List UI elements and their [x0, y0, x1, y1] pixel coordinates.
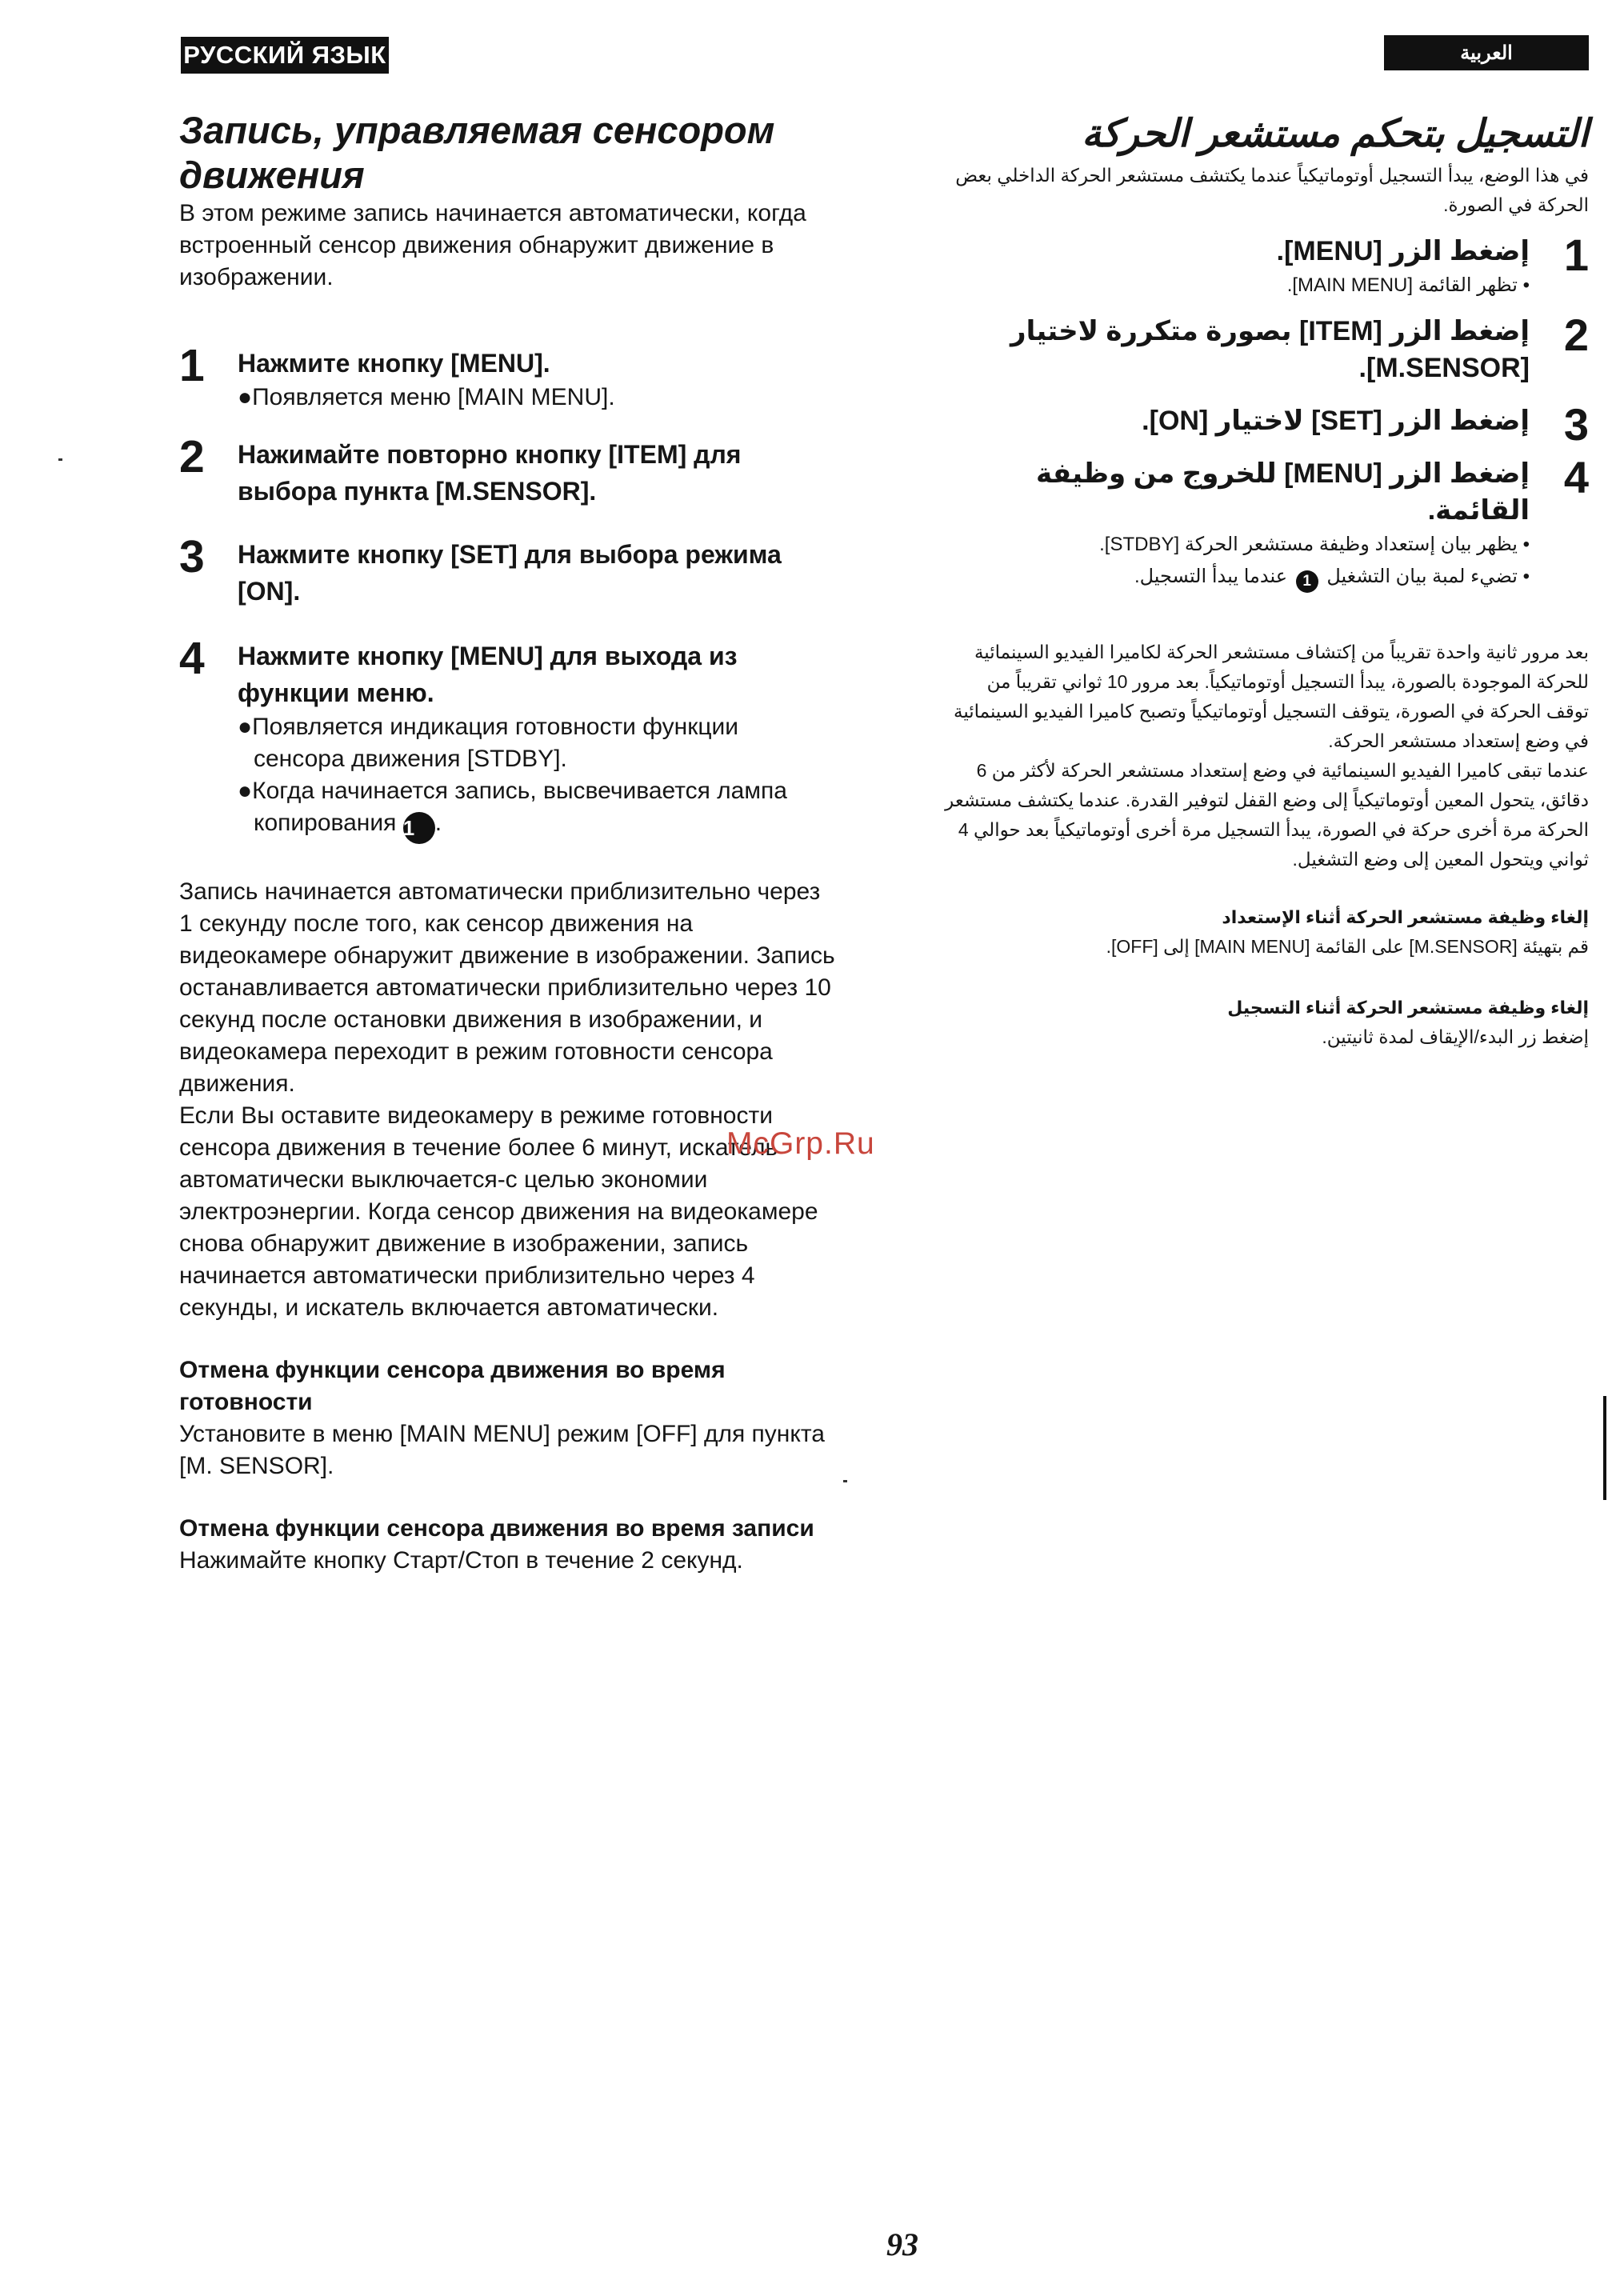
russian-cancel-record: [179, 1513, 835, 1577]
step-heading: إضغط الزر [MENU].: [1276, 236, 1530, 266]
arabic-cancel-record: [944, 994, 1589, 1052]
russian-body-2: Если Вы оставите видеокамеру в режиме готовности сенсора движения в течение более 6 минут, искатель автоматически выключается-с целью экономии электроэнергии. Когда сенсор движения на видеокамере снова обнаружит движение в изображении, запись начинается автоматически приблизительно через 4 секунды, и искатель включается автоматически.: [179, 1102, 818, 1321]
arabic-step-4: [944, 452, 1589, 593]
step-number: 3: [179, 531, 205, 582]
paragraph: قم بتهيئة [M.SENSOR] على القائمة [MAIN MENU] إلى [OFF].: [1106, 936, 1589, 957]
arabic-title: التسجيل بتحكم مستشعر الحركة: [1082, 113, 1589, 155]
step-number: 3: [1563, 399, 1589, 450]
russian-intro: В этом режиме запись начинается автоматически, когда встроенный сенсор движения обнаружит движение в изображении.: [179, 200, 806, 290]
arabic-intro: في هذا الوضع، يبدأ التسجيل أوتوماتيكياً عندما يكتشف مستشعر الحركة الداخلي بعض الحركة في الصورة.: [955, 165, 1589, 215]
step-heading: Нажмите кнопку [MENU].: [238, 349, 550, 378]
scan-dot: [58, 458, 62, 461]
lamp-text: ●Когда начинается запись, высвечивается лампа копирования: [238, 778, 787, 836]
step-heading: Нажимайте повторно кнопку [ITEM] для выбора пункта [M.SENSOR].: [238, 440, 742, 506]
lamp-text-end: .: [434, 810, 442, 836]
arabic-body-1: بعد مرور ثانية واحدة تقريباً من إكتشاف مستشعر الحركة لكاميرا الفيديو السينمائية للحركة الموجودة بالصورة، يبدأ التسجيل أوتوماتيكياً. بعد مرور 10 ثواني تقريباً من توقف الحركة في الصورة، يتوقف التسجيل أوتوماتيكياً وتصبح كاميرا الفيديو السينمائية في وضع إستعداد مستشعر الحركة.: [953, 642, 1589, 751]
russian-step-4: [179, 633, 835, 844]
step-heading: إضغط الزر [ITEM] بصورة متكررة لاختيار [M.SENSOR].: [1010, 316, 1530, 383]
subheading: Отмена функции сенсора движения во время записи: [179, 1515, 814, 1542]
russian-step-2: [179, 431, 835, 510]
step-note-lamp: [238, 775, 835, 844]
russian-cancel-standby: [179, 1354, 835, 1482]
step-heading: إضغط الزر [SET] لاختيار [ON].: [1142, 406, 1530, 436]
step-number: 1: [1563, 230, 1589, 280]
paragraph: Установите в меню [MAIN MENU] режим [OFF] для пункта [M. SENSOR].: [179, 1421, 825, 1479]
step-note: • تظهر القائمة [MAIN MENU].: [1286, 274, 1530, 296]
russian-step-3: [179, 531, 835, 610]
subheading: إلغاء وظيفة مستشعر الحركة أثناء الإستعداد: [1222, 907, 1589, 927]
step-number: 2: [1563, 310, 1589, 360]
russian-column: [179, 108, 835, 1577]
watermark: McGrp.Ru: [726, 1126, 875, 1161]
subheading: إلغاء وظيفة مستشعر الحركة أثناء التسجيل: [1227, 998, 1589, 1018]
lamp-text-end: عندما يبدأ التسجيل.: [1134, 566, 1288, 587]
arabic-cancel-standby: [944, 903, 1589, 962]
arabic-step-2: [944, 310, 1589, 386]
step-number: 4: [1563, 452, 1589, 502]
russian-step-1: [179, 340, 835, 414]
paragraph: إضغط زر البدء/الإيقاف لمدة ثانيتين.: [1322, 1026, 1589, 1047]
russian-title: Запись, управляемая сенсором движения: [179, 109, 775, 196]
step-heading: Нажмите кнопку [MENU] для выхода из функции меню.: [238, 642, 738, 707]
scan-dot: [843, 1480, 847, 1482]
copy-lamp-1-icon: 1: [403, 812, 435, 844]
arabic-step-3: [944, 399, 1589, 450]
edge-mark: [1603, 1396, 1606, 1500]
arabic-column: [944, 108, 1589, 1052]
step-heading: إضغط الزر [MENU] للخروج من وظيفة القائمة.: [1036, 458, 1530, 526]
step-note: ●Появляется меню [MAIN MENU].: [238, 384, 615, 410]
step-number: 2: [179, 431, 205, 482]
page-number: 93: [886, 2226, 918, 2262]
arabic-step-1: [944, 230, 1589, 302]
subheading: Отмена функции сенсора движения во время готовности: [179, 1357, 726, 1415]
step-number: 4: [179, 633, 205, 684]
lamp-text: • تضيء لمبة بيان التشغيل: [1326, 566, 1530, 587]
step-note: • يظهر بيان إستعداد وظيفة مستشعر الحركة [STDBY].: [1099, 534, 1530, 555]
language-label-russian: РУССКИЙ ЯЗЫК: [181, 37, 389, 74]
step-note-lamp: [944, 561, 1530, 593]
step-note: ●Появляется индикация готовности функции сенсора движения [STDBY].: [238, 714, 739, 772]
arabic-body-2: عندما تبقى كاميرا الفيديو السينمائية في وضع إستعداد مستشعر الحركة لأكثر من 6 دقائق، يتحول المعين أوتوماتيكياً إلى وضع القفل لتوفير القدرة. عندما يكتشف مستشعر الحركة مرة أخرى حركة في الصورة، يبدأ التسجيل مرة أخرى أوتوماتيكياً بعد حوالي 4 ثواني ويتحول المعين إلى وضع التشغيل.: [945, 760, 1589, 870]
paragraph: Нажимайте кнопку Старт/Стоп в течение 2 секунд.: [179, 1547, 743, 1574]
russian-body-1: Запись начинается автоматически приблизительно через 1 секунду после того, как сенсор движения на видеокамере обнаружит движение в изображении. Запись останавливается автоматически приблизительно через 10 секунд после остановки движения в изображении, и видеокамера переходит в режим готовности сенсора движения.: [179, 878, 835, 1097]
language-label-arabic: العربية: [1384, 35, 1589, 70]
operation-lamp-1-icon: 1: [1296, 570, 1318, 593]
step-heading: Нажмите кнопку [SET] для выбора режима [ON].: [238, 540, 782, 606]
step-number: 1: [179, 340, 205, 391]
